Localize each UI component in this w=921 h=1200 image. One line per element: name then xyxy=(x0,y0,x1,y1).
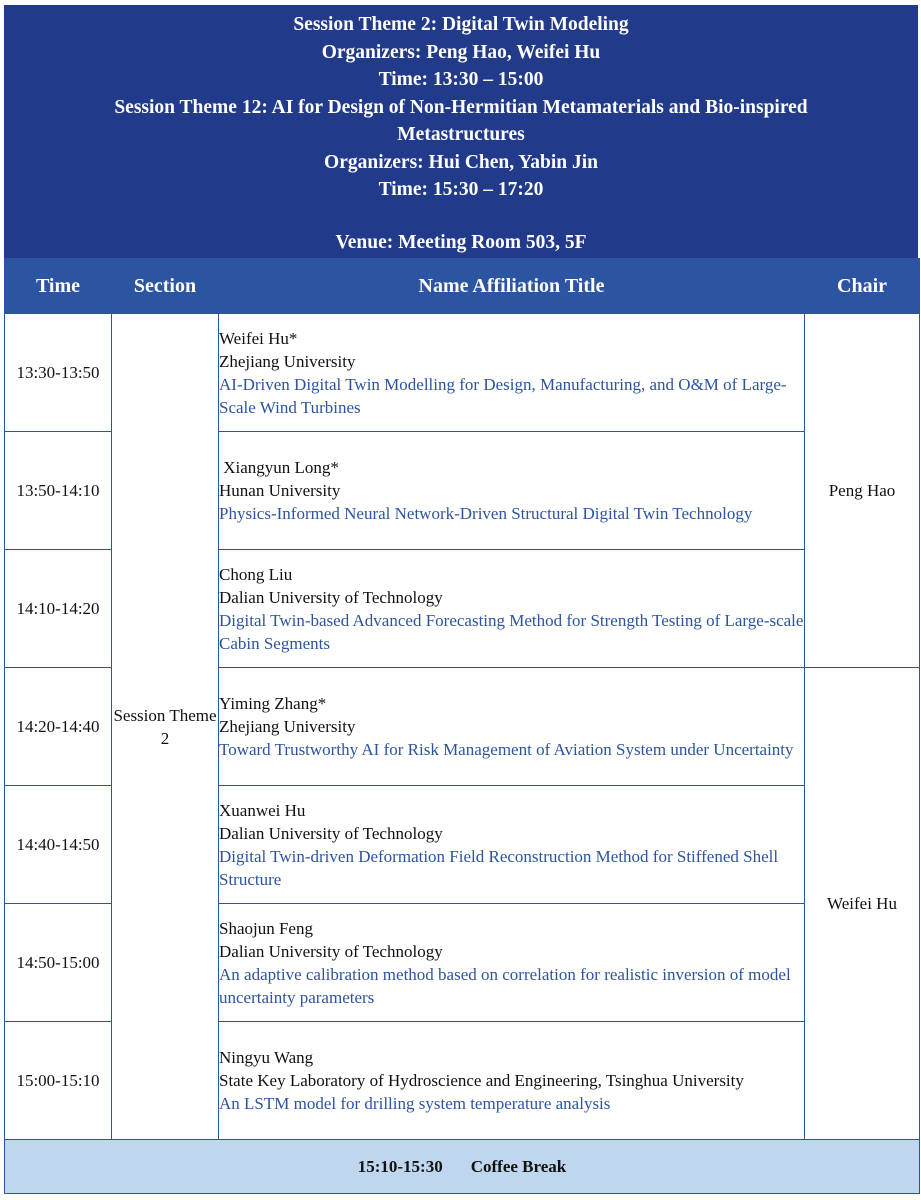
speaker-affiliation: Dalian University of Technology xyxy=(219,823,443,843)
time-cell: 13:30-13:50 xyxy=(5,314,112,432)
break-row xyxy=(5,1140,920,1194)
speaker-name: Yiming Zhang* xyxy=(219,694,327,713)
speaker-name: Shaojun Feng xyxy=(219,918,313,938)
time-cell: 14:10-14:20 xyxy=(5,550,112,668)
talk-title: Physics-Informed Neural Network-Driven Structural Digital Twin Technology xyxy=(219,504,753,523)
time-cell: 13:50-14:10 xyxy=(5,432,112,550)
speaker-affiliation: Zhejiang University xyxy=(219,717,356,736)
speaker-affiliation: Zhejiang University xyxy=(219,351,356,371)
time-cell: 14:40-14:50 xyxy=(5,786,112,904)
break-time: 15:10-15:30 xyxy=(357,1156,443,1176)
talk-cell xyxy=(219,668,805,786)
talk-title: AI-Driven Digital Twin Modelling for Design, Manufacturing, and O&M of Large-Scale Wind Turbines xyxy=(219,374,787,417)
talk-title: Digital Twin-driven Deformation Field Reconstruction Method for Stiffened Shell Structure xyxy=(219,846,779,889)
header-line: Metastructures xyxy=(397,124,525,145)
column-header-chair: Chair xyxy=(805,259,920,314)
schedule-table xyxy=(4,258,920,1194)
speaker-name: Weifei Hu* xyxy=(219,328,298,348)
table-header-row xyxy=(5,259,920,314)
time-cell: 14:20-14:40 xyxy=(5,668,112,786)
session-header xyxy=(4,5,918,258)
talk-title: Digital Twin-based Advanced Forecasting Method for Strength Testing of Large-scale Cabin Segments xyxy=(219,610,804,653)
speaker-affiliation: Hunan University xyxy=(219,481,341,500)
speaker-name: Ningyu Wang xyxy=(219,1048,314,1067)
time-cell: 15:00-15:10 xyxy=(5,1022,112,1140)
column-header-time: Time xyxy=(5,259,112,314)
table-row xyxy=(5,314,920,432)
talk-title: An adaptive calibration method based on correlation for realistic inversion of model uncertainty parameters xyxy=(219,964,791,1007)
talk-cell xyxy=(219,550,805,668)
chair-cell: Weifei Hu xyxy=(805,668,920,1140)
header-line: Organizers: Peng Hao, Weifei Hu xyxy=(321,41,601,63)
talk-title: Toward Trustworthy AI for Risk Management of Aviation System under Uncertainty xyxy=(219,740,794,759)
talk-cell xyxy=(219,432,805,550)
speaker-affiliation: Dalian University of Technology xyxy=(219,941,443,961)
header-line: Time: 15:30 – 17:20 xyxy=(378,179,544,200)
section-cell: Session Theme 2 xyxy=(112,314,219,1140)
header-line: Session Theme 2: Digital Twin Modeling xyxy=(293,14,629,35)
chair-cell: Peng Hao xyxy=(805,314,920,668)
speaker-name: Xuanwei Hu xyxy=(219,800,306,820)
header-line: Time: 13:30 – 15:00 xyxy=(378,69,544,90)
speaker-name: Xiangyun Long* xyxy=(219,458,339,477)
header-line: Session Theme 12: AI for Design of Non-Hermitian Metamaterials and Bio-inspired xyxy=(114,96,808,118)
talk-title: An LSTM model for drilling system temperature analysis xyxy=(219,1094,611,1113)
time-cell: 14:50-15:00 xyxy=(5,904,112,1022)
talk-cell xyxy=(219,314,805,432)
talk-cell xyxy=(219,1022,805,1140)
coffee-break-cell xyxy=(5,1140,920,1194)
break-label: Coffee Break xyxy=(470,1156,567,1176)
speaker-name: Chong Liu xyxy=(219,564,293,584)
talk-cell xyxy=(219,786,805,904)
venue: Venue: Meeting Room 503, 5F xyxy=(335,232,587,253)
column-header-name: Name Affiliation Title xyxy=(219,259,805,314)
speaker-affiliation: State Key Laboratory of Hydroscience and Engineering, Tsinghua University xyxy=(219,1071,744,1090)
header-line: Organizers: Hui Chen, Yabin Jin xyxy=(324,151,598,173)
talk-cell xyxy=(219,904,805,1022)
column-header-section: Section xyxy=(112,259,219,314)
speaker-affiliation: Dalian University of Technology xyxy=(219,587,443,607)
